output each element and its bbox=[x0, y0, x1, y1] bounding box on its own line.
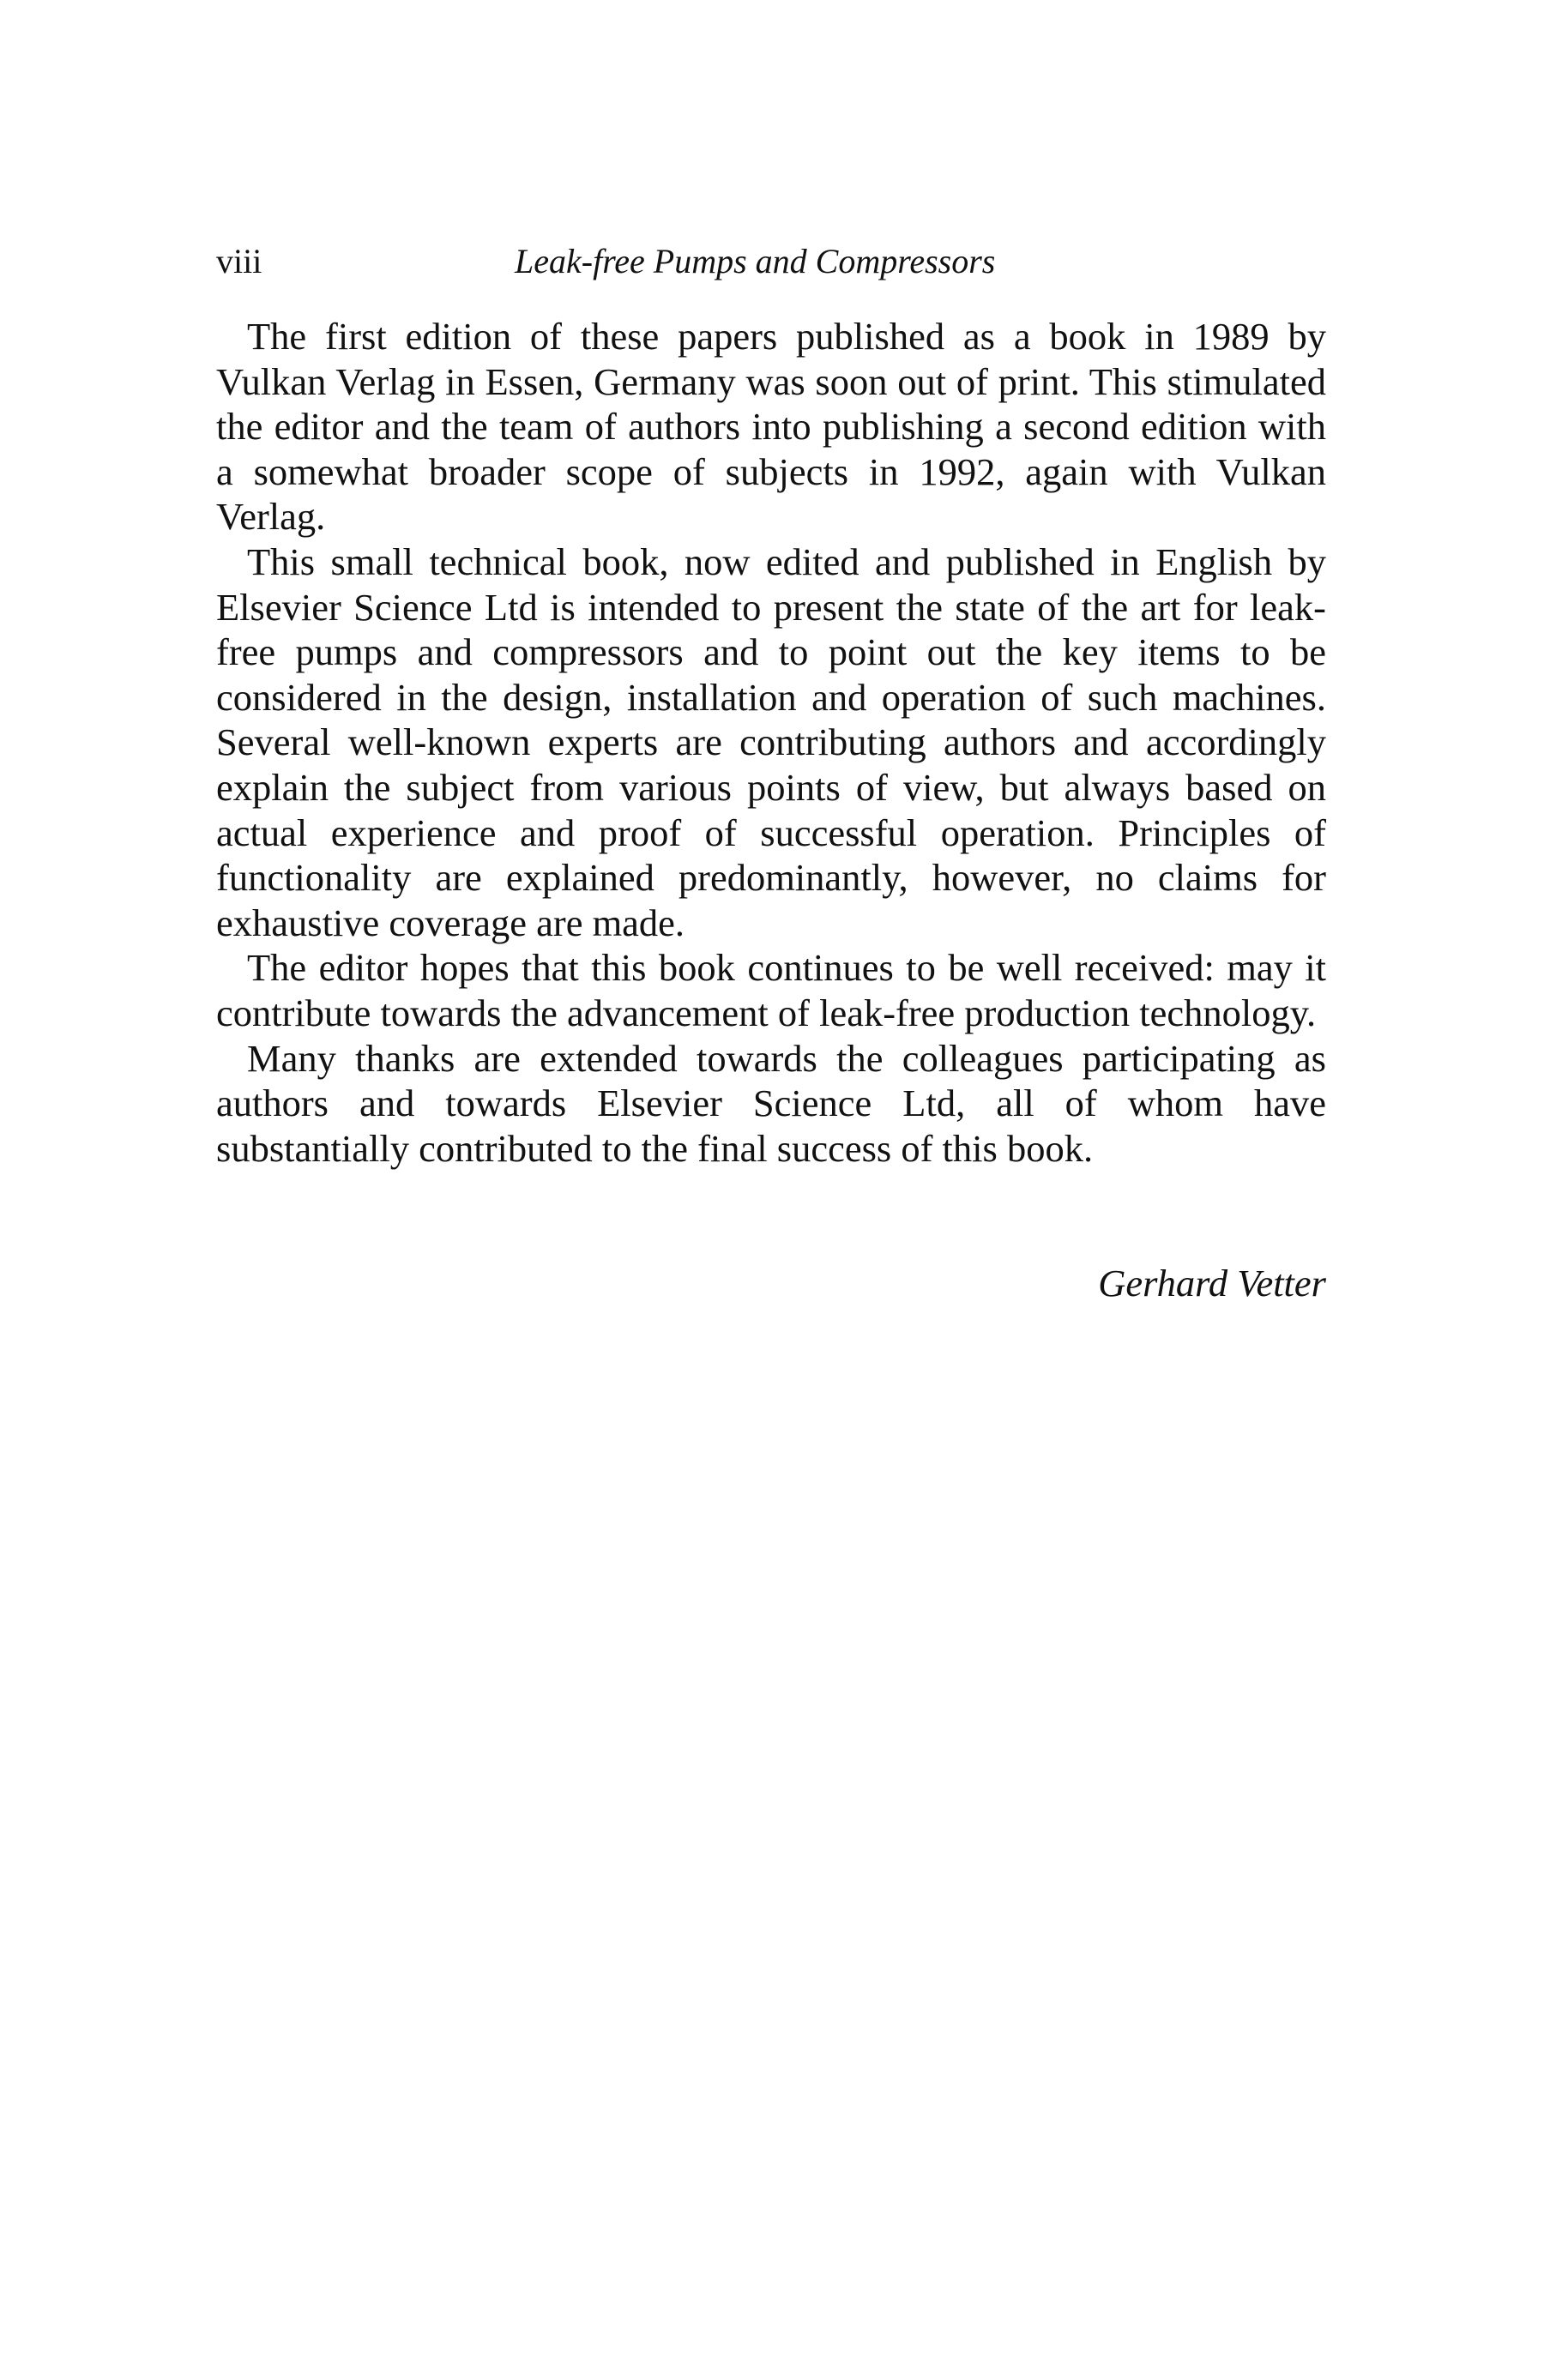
paragraph-editor-hopes: The editor hopes that this book continues to be well received: may it contribute towards the advancement of leak-free production technology. bbox=[216, 946, 1326, 1034]
paragraph-first-edition: The first edition of these papers published as a book in 1989 by Vulkan Verlag in Essen, Germany was soon out of print. This stimulated the editor and the team of authors into publishing a second edition with a somewhat broader scope of subjects in 1992, again with Vulkan Verlag. bbox=[216, 315, 1326, 539]
running-title: Leak-free Pumps and Compressors bbox=[515, 242, 996, 280]
editor-signature: Gerhard Vetter bbox=[1098, 1262, 1326, 1304]
preface-text bbox=[216, 314, 1326, 1171]
paragraph-book-purpose: This small technical book, now edited and published in English by Elsevier Science Ltd is intended to present the state of the art for leakfree pumps and compressors and to point out the key items to be considered in the design, installation and operation of such machines. Several well-known experts are contributing authors and accordingly explain the subject from various points of view, but always based on actual experience and proof of successful operation. Principles of functionality are explained predominantly, however, no claims for exhaustive coverage are made. bbox=[216, 539, 1326, 944]
page-number: viii bbox=[216, 242, 262, 280]
paragraph-acknowledgements: Many thanks are extended towards the colleagues participating as authors and towards Elsevier Science Ltd, all of whom have substantially contributed to the final success of this book. bbox=[216, 1036, 1326, 1170]
running-head bbox=[216, 240, 1331, 283]
